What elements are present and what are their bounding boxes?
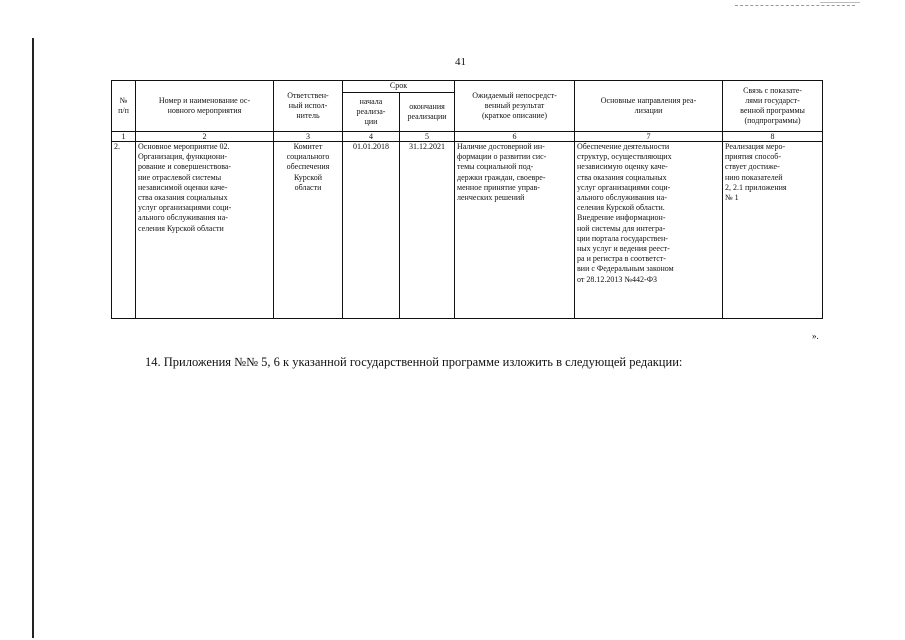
column-number: 1 [112,132,136,142]
directions: Обеспечение деятельности структур, осуществляющих независимую оценку каче- ства оказания социальных услуг организациями соци- ального обслуживания на- селения Курской области. Внедрение информацион- ной системы для интегра- ции портала государствен- ных услуг и ведения реест- ра и регистра в соответст- вии с Федеральным законом от 28.12.2013 №442-ФЗ [575,142,723,319]
expected-result: Наличие достоверной ин- формации о развитии сис- темы социальной под- держки граждан, своевре- менное принятие управ- ленческих решений [455,142,575,319]
page-number: 41 [455,56,466,68]
header-measure-name: Номер и наименование ос- новного мероприятия [136,81,274,132]
header-number: № п/п [112,81,136,132]
header-start: начала реализа- ции [343,93,400,132]
closing-quote: ». [812,331,819,341]
body-paragraph: 14. Приложения №№ 5, 6 к указанной государственной программе изложить в следующей редакции: [145,355,683,369]
header-expected-result: Ожидаемый непосредст- венный результат (краткое описание) [455,81,575,132]
column-number: 2 [136,132,274,142]
column-number: 6 [455,132,575,142]
header-executor: Ответствен- ный испол- нитель [274,81,343,132]
column-number: 4 [343,132,400,142]
column-number: 7 [575,132,723,142]
table-row [112,142,823,319]
column-number: 5 [400,132,455,142]
measures-table [111,80,823,319]
column-number: 8 [723,132,823,142]
program-link: Реализация меро- приятия способ- ствует достиже- нию показателей 2, 2.1 приложения № 1 [723,142,823,319]
column-number: 3 [274,132,343,142]
header-end: окончания реализации [400,93,455,132]
header-program-link: Связь с показате- лями государст- венной программы (подпрограммы) [723,81,823,132]
scan-artifact-line [820,2,860,3]
scan-border-line [32,38,34,638]
start-date: 01.01.2018 [343,142,400,319]
end-date: 31.12.2021 [400,142,455,319]
scan-artifact-line [735,5,855,6]
header-directions: Основные направления реа- лизации [575,81,723,132]
row-number: 2. [112,142,136,319]
executor: Комитет социального обеспечения Курской области [274,142,343,319]
measure-name: Основное мероприятие 02. Организация, функциони- рование и совершенствова- ние отраслевой системы независимой оценки каче- ства оказания социальных услуг организациями соци- ального обслуживания на- селения Курской области [136,142,274,319]
header-term: Срок [343,81,455,93]
